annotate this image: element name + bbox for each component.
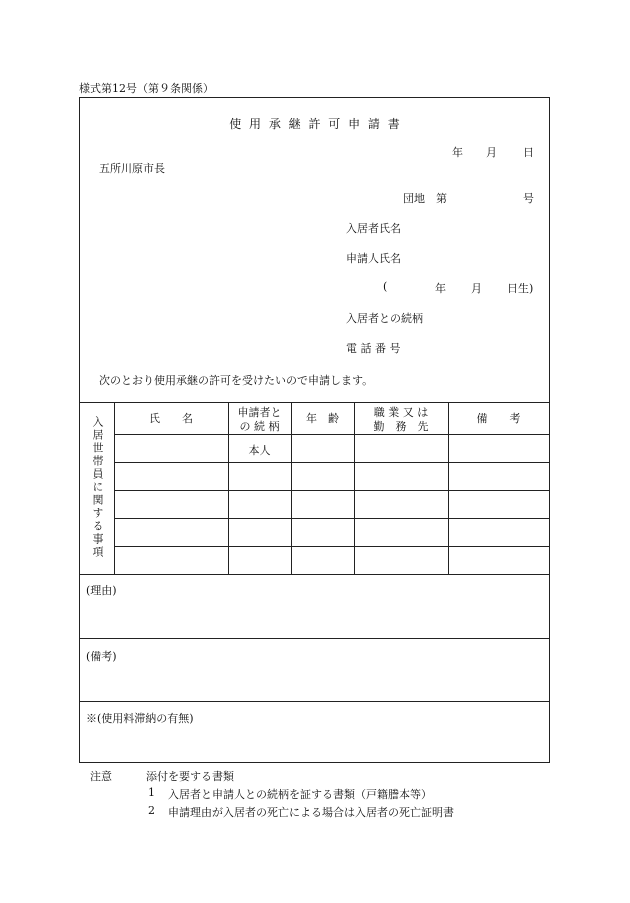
header-remarks: 備 考: [476, 412, 521, 425]
header-relation-line1: 申請者と: [237, 406, 282, 419]
table-row-line-1: [114, 462, 549, 463]
application-form: [79, 97, 550, 763]
birth-open: (: [383, 280, 388, 293]
table-col-line-side: [114, 402, 115, 574]
table-header-line: [114, 434, 549, 435]
notes-item-2-number: 2: [148, 804, 155, 817]
row1-relation: 本人: [248, 444, 271, 457]
notes-item-1-text: 入居者と申請人との続柄を証する書類（戸籍謄本等）: [168, 788, 432, 801]
danchi-label: 団地 第: [403, 192, 447, 205]
birth-year: 年: [435, 282, 446, 295]
form-number: 様式第12号（第９条関係）: [79, 82, 214, 95]
remarks-label: (備考): [86, 650, 117, 663]
birth-month: 月: [471, 282, 482, 295]
birth-day: 日生): [507, 282, 534, 295]
notes-label: 注意: [90, 770, 112, 783]
table-col-line-occupation: [448, 402, 449, 574]
date-year: 年: [452, 146, 463, 159]
table-row-line-2: [114, 490, 549, 491]
phone-label: 電 話 番 号: [346, 342, 401, 355]
addressee: 五所川原市長: [99, 162, 165, 175]
header-relation-line2: の 続 柄: [239, 420, 280, 433]
header-age: 年 齢: [306, 412, 339, 425]
remarks-bottom-line: [80, 701, 549, 702]
relationship-label: 入居者との続柄: [346, 312, 423, 325]
header-occupation-line1: 職 業 又 は: [373, 406, 429, 419]
applicant-name-label: 申請人氏名: [346, 252, 401, 265]
form-title: 使 用 承 継 許 可 申 請 書: [229, 117, 402, 131]
table-row-line-4: [114, 546, 549, 547]
notes-item-2-text: 申請理由が入居者の死亡による場合は入居者の死亡証明書: [168, 806, 454, 819]
date-month: 月: [486, 146, 497, 159]
resident-name-label: 入居者氏名: [346, 222, 401, 235]
reason-label: (理由): [86, 584, 117, 597]
table-col-line-relation: [291, 402, 292, 574]
fee-arrears-label: ※(使用料滞納の有無): [86, 712, 194, 725]
header-occupation-line2: 勤 務 先: [373, 420, 429, 433]
notes-heading: 添付を要する書類: [146, 770, 234, 783]
date-day: 日: [523, 146, 534, 159]
reason-bottom-line: [80, 638, 549, 639]
table-bottom-line: [80, 574, 549, 575]
header-name: 氏 名: [149, 412, 193, 425]
table-row-line-3: [114, 518, 549, 519]
household-side-label: 入居世帯員に関する事項: [91, 416, 104, 559]
statement-text: 次のとおり使用承継の許可を受けたいので申請します。: [99, 374, 374, 387]
notes-item-1-number: 1: [148, 786, 155, 799]
table-top-line: [80, 402, 549, 403]
danchi-suffix: 号: [523, 192, 534, 205]
